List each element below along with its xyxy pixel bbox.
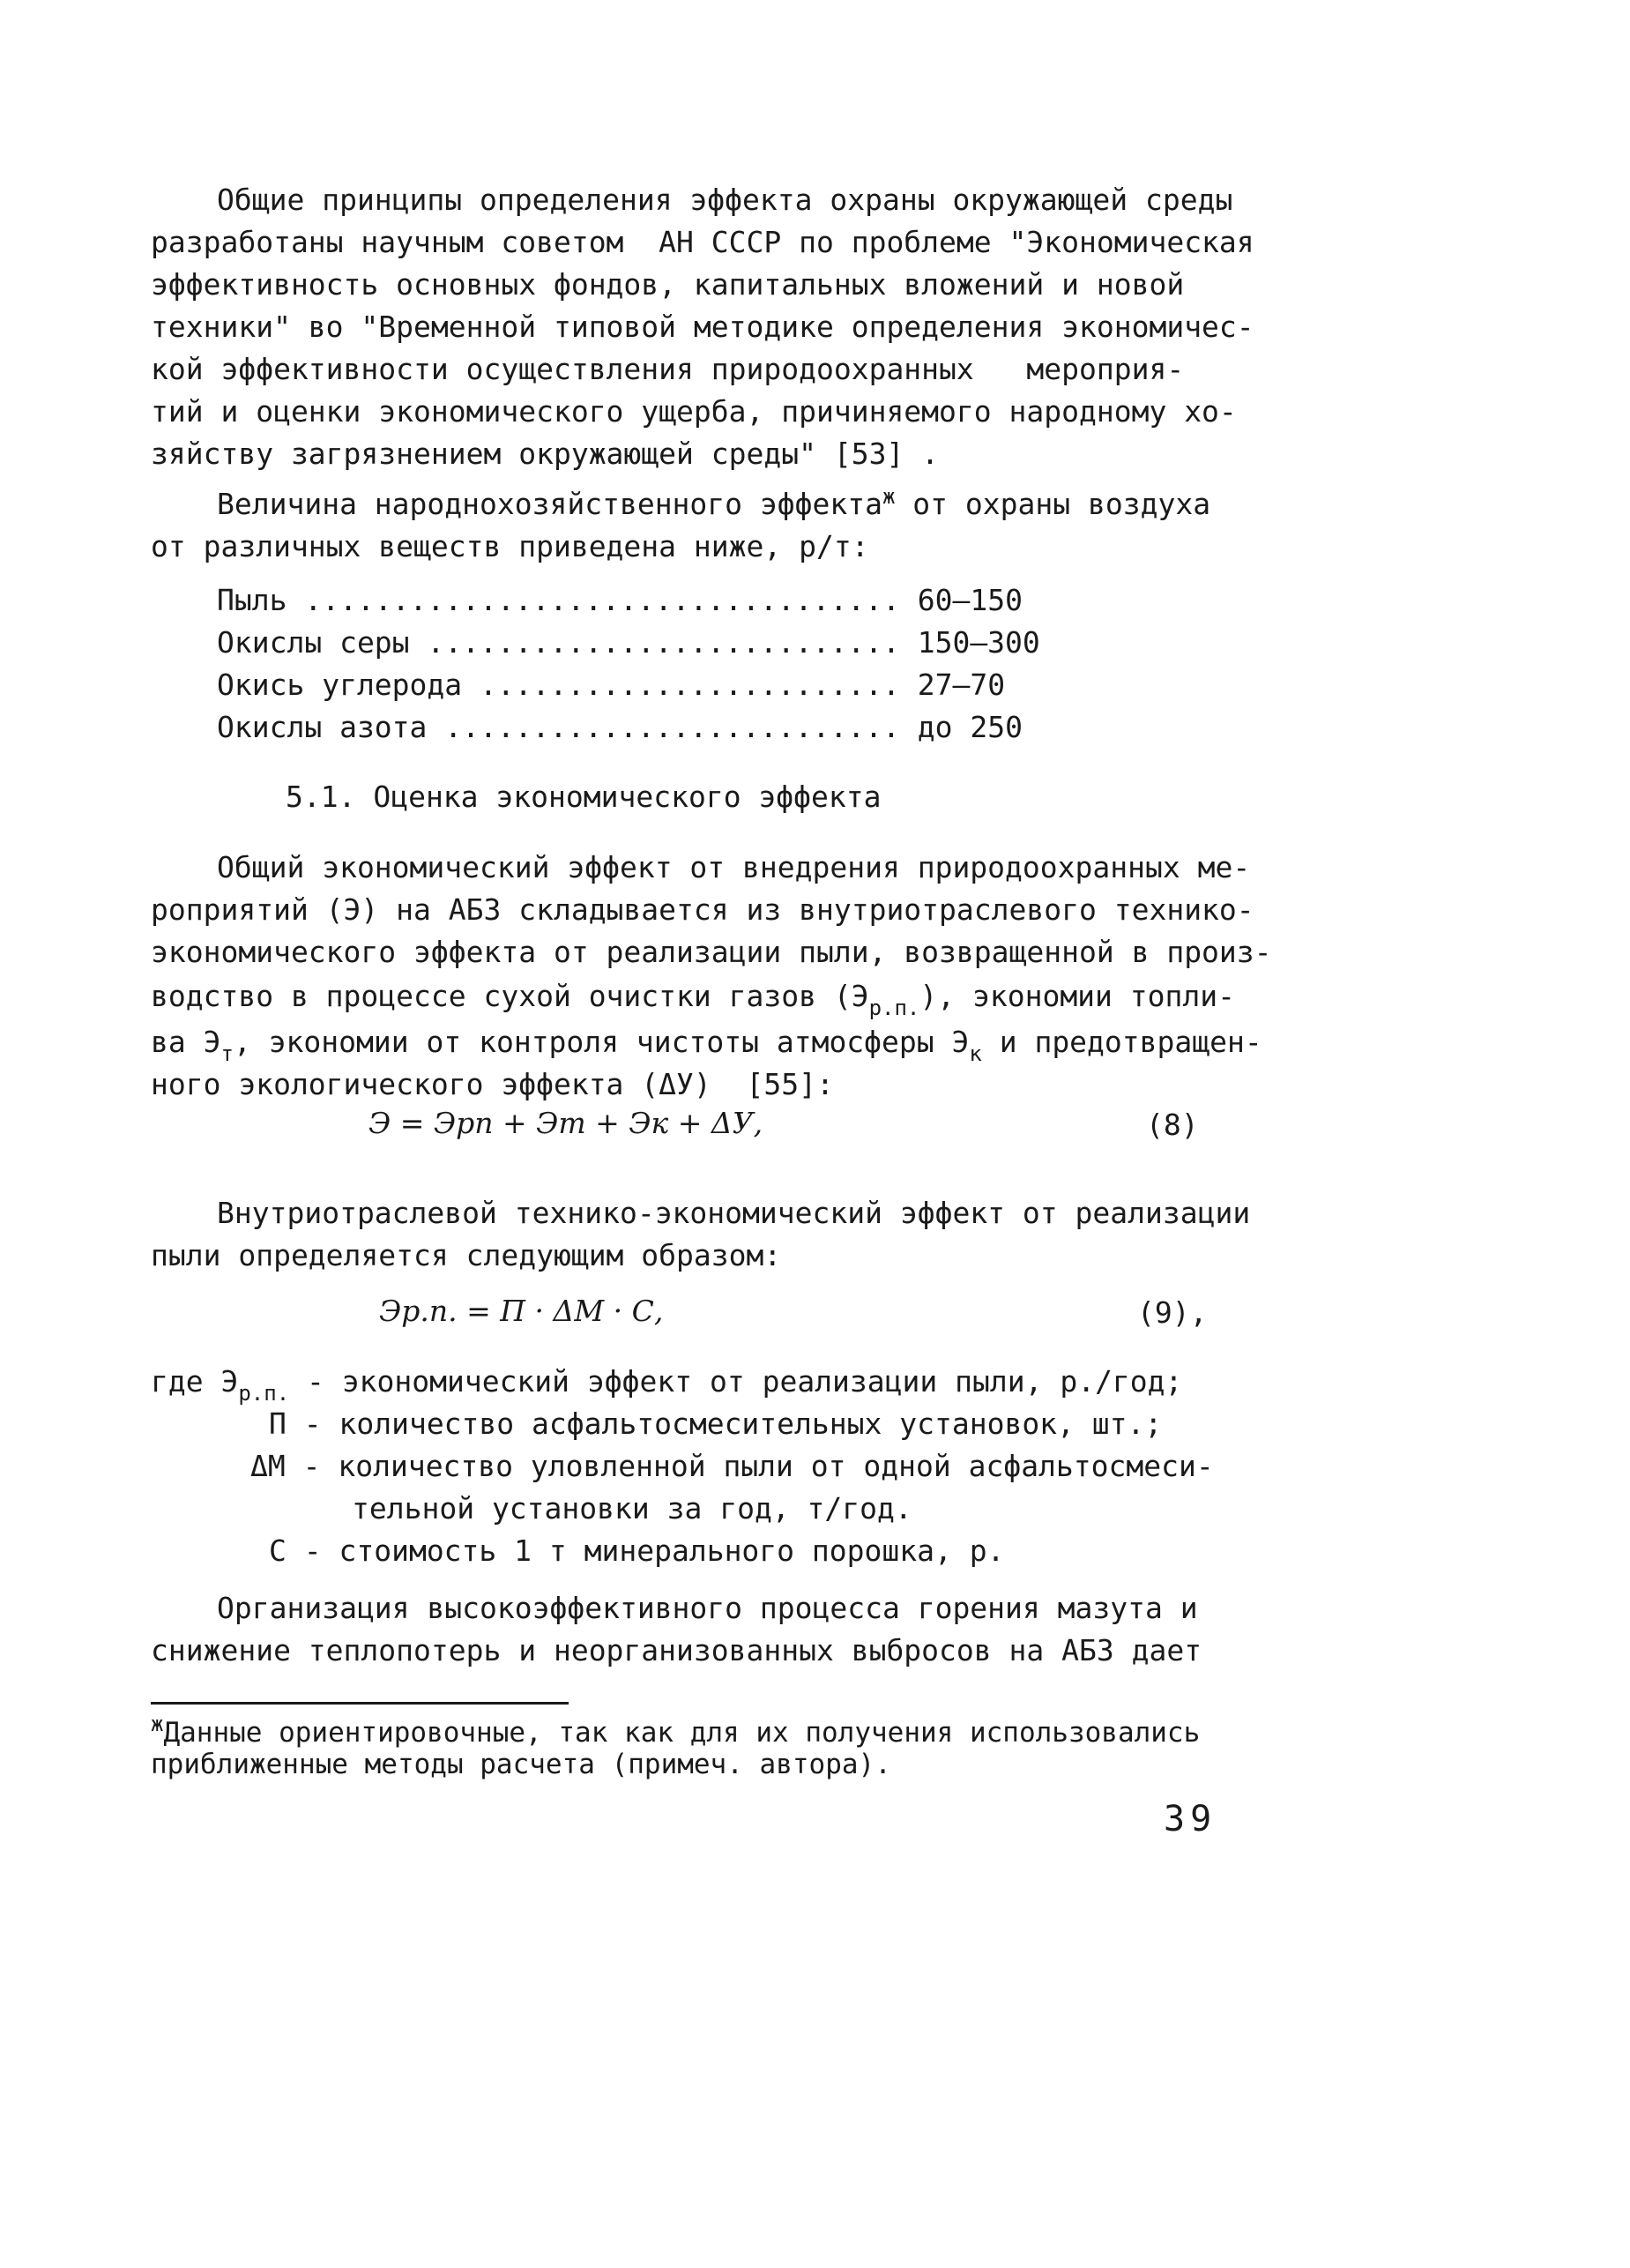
list-item bbox=[217, 712, 1023, 742]
list-item-value: 60–150 bbox=[899, 583, 1023, 617]
formula-number: (9), bbox=[1137, 1295, 1208, 1330]
formula: Эр.п. = П · ΔМ · С, bbox=[379, 1294, 664, 1328]
paragraph-line: зяйству загрязнением окружающей среды" [53] . bbox=[151, 436, 940, 471]
paragraph-line bbox=[151, 1025, 1262, 1066]
paragraph-line: от различных веществ приведена ниже, р/т: bbox=[151, 529, 869, 563]
paragraph-line: экономического эффекта от реализации пыли, возвращенной в произ- bbox=[151, 935, 1272, 969]
definition-continuation: тельной установки за год, т/год. bbox=[352, 1491, 912, 1526]
subscript: т bbox=[220, 1041, 234, 1066]
definition-item bbox=[269, 1406, 1163, 1441]
paragraph-line: Общие принципы определения эффекта охраны окружающей среды bbox=[217, 183, 1233, 217]
list-item-value: 27–70 bbox=[899, 668, 1006, 702]
formula: Э = Эрп + Эт + Эк + ΔУ, bbox=[368, 1106, 763, 1140]
footnote-line bbox=[151, 1712, 1201, 1749]
subscript: к bbox=[969, 1041, 982, 1066]
list-item-name: Окислы серы bbox=[217, 625, 410, 660]
text-run: , экономии от контроля чистоты атмосферы Э bbox=[233, 1025, 970, 1059]
list-item-name: Окислы азота bbox=[217, 710, 428, 744]
footnote-line: приближенные методы расчета (примеч. автора). bbox=[151, 1749, 891, 1780]
paragraph-line bbox=[217, 484, 1211, 521]
definition-text: - экономический эффект от реализации пыли, р./год; bbox=[289, 1364, 1183, 1399]
footnote-marker: ж bbox=[151, 1712, 164, 1736]
paragraph-line: снижение теплопотерь и неорганизованных выбросов на АБЗ дает bbox=[151, 1633, 1202, 1667]
paragraph-line: тий и оценки экономического ущерба, причиняемого народному хо- bbox=[151, 394, 1237, 429]
definition-symbol: ΔМ bbox=[250, 1449, 286, 1483]
paragraph-line: техники" во "Временной типовой методике определения экономичес- bbox=[151, 310, 1254, 344]
definition-where: где bbox=[151, 1364, 204, 1399]
footnote-separator bbox=[151, 1702, 569, 1705]
text-run: водство в процессе сухой очистки газов (Э bbox=[151, 979, 869, 1013]
text-run: от охраны воздуха bbox=[895, 487, 1211, 521]
leader-dots: ........................ bbox=[462, 668, 900, 702]
paragraph-line: Общий экономический эффект от внедрения природоохранных ме- bbox=[217, 850, 1251, 884]
paragraph-line: Организация высокоэффективного процесса горения мазута и bbox=[217, 1591, 1198, 1625]
list-item-value: 150–300 bbox=[899, 625, 1040, 660]
text-run: Величина народнохозяйственного эффекта bbox=[217, 487, 882, 521]
paragraph-line: пыли определяется следующим образом: bbox=[151, 1238, 782, 1272]
definition-symbol: Э bbox=[220, 1364, 239, 1399]
definition-symbol: С bbox=[269, 1533, 287, 1568]
leader-dots: ........................... bbox=[409, 625, 900, 660]
text-run: Данные ориентировочные, так как для их получения использовались bbox=[163, 1717, 1201, 1749]
paragraph-line: разработаны научным советом АН СССР по проблеме "Экономическая bbox=[151, 225, 1254, 259]
definition-item bbox=[250, 1451, 1214, 1481]
paragraph-line: ного экологического эффекта (ΔУ) [55]: bbox=[151, 1067, 834, 1101]
definition-text: - количество асфальтосмесительных установок, шт.; bbox=[286, 1406, 1163, 1441]
list-item-name: Окись углерода bbox=[217, 668, 463, 702]
paragraph-line bbox=[151, 979, 1235, 1020]
footnote-marker: ж bbox=[882, 484, 896, 509]
paragraph-line: роприятий (Э) на АБЗ складывается из внутриотраслевого технико- bbox=[151, 892, 1254, 927]
list-item bbox=[217, 625, 1040, 660]
definition-item bbox=[151, 1364, 1183, 1406]
definition-text: - стоимость 1 т минерального порошка, р. bbox=[286, 1533, 1005, 1568]
paragraph-line: Внутриотраслевой технико-экономический эффект от реализации bbox=[217, 1196, 1251, 1230]
definition-text: - количество уловленной пыли от одной асфальтосмеси- bbox=[285, 1449, 1214, 1483]
definition-item bbox=[269, 1533, 1005, 1568]
subscript: р.п. bbox=[238, 1381, 290, 1406]
formula-number: (8) bbox=[1146, 1108, 1199, 1142]
paragraph-line: кой эффективности осуществления природоохранных мероприя- bbox=[151, 352, 1185, 386]
definition-symbol: П bbox=[269, 1406, 287, 1441]
list-item-name: Пыль bbox=[217, 583, 287, 617]
list-item bbox=[217, 583, 1023, 617]
leader-dots: .......................... bbox=[427, 710, 900, 744]
section-heading: 5.1. Оценка экономического эффекта bbox=[286, 780, 882, 814]
text-run: ), экономии топли- bbox=[919, 979, 1235, 1013]
text-run: и предотвращен- bbox=[981, 1025, 1262, 1059]
text-run: ва Э bbox=[151, 1025, 221, 1059]
page-number: 39 bbox=[1164, 1799, 1217, 1839]
list-item-value: до 250 bbox=[899, 710, 1023, 744]
leader-dots: .................................. bbox=[287, 583, 900, 617]
list-item bbox=[217, 668, 1006, 702]
paragraph-line: эффективность основных фондов, капитальных вложений и новой bbox=[151, 267, 1185, 302]
subscript: р.п. bbox=[868, 996, 920, 1020]
